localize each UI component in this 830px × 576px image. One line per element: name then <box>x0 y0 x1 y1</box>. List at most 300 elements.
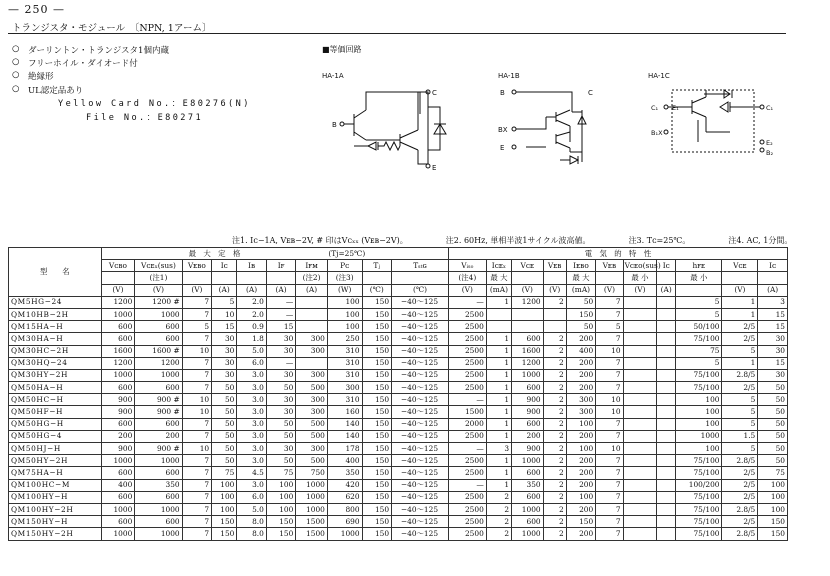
value-cell <box>486 308 511 320</box>
model-cell: QM15HA−H <box>9 321 102 333</box>
value-cell: 7 <box>596 333 623 345</box>
title-rule <box>8 33 786 34</box>
value-cell: 1 <box>722 296 758 308</box>
param-header: Vᴄᴇᴏ(sus) <box>623 260 657 272</box>
value-cell: 150 <box>362 491 391 503</box>
value-cell: 7 <box>596 296 623 308</box>
value-cell <box>296 357 328 369</box>
value-cell: 10 <box>596 443 623 455</box>
value-cell: −40〜125 <box>392 455 449 467</box>
value-cell <box>657 516 676 528</box>
value-cell: 2 <box>543 333 566 345</box>
blank-header <box>237 272 266 284</box>
value-cell: 150 <box>362 430 391 442</box>
value-cell: 50 <box>758 430 788 442</box>
value-cell: 8.0 <box>237 516 266 528</box>
value-cell: 100 <box>676 443 722 455</box>
diagram-label-ha1b: HA-1B <box>498 72 520 80</box>
value-cell: 10 <box>596 394 623 406</box>
value-cell: −40〜125 <box>392 382 449 394</box>
value-cell: 200 <box>566 430 595 442</box>
value-cell: 10 <box>596 406 623 418</box>
value-cell: 1600 # <box>135 345 182 357</box>
param-header: hꜰᴇ <box>676 260 722 272</box>
value-cell: 1 <box>722 308 758 320</box>
value-cell <box>657 528 676 540</box>
unit-header: (V) <box>623 284 657 296</box>
value-cell: 2000 <box>448 418 486 430</box>
value-cell: 200 <box>512 430 544 442</box>
unit-header <box>676 284 722 296</box>
unit-header: (V) <box>722 284 758 296</box>
value-cell <box>657 369 676 381</box>
value-cell: 150 <box>362 296 391 308</box>
value-cell: 3.0 <box>237 406 266 418</box>
value-cell: 2.8/5 <box>722 503 758 515</box>
value-cell: 75 <box>212 467 237 479</box>
yellow-card-number: Yellow Card No.：E80276(N) <box>58 99 251 109</box>
value-cell: 1 <box>486 455 511 467</box>
value-cell: 1200 <box>101 357 135 369</box>
value-cell <box>623 479 657 491</box>
value-cell: 2 <box>486 491 511 503</box>
value-cell <box>657 345 676 357</box>
feature-bullet: ○ <box>12 57 20 67</box>
value-cell: 5 <box>722 443 758 455</box>
value-cell: 2.0 <box>237 308 266 320</box>
value-cell: 600 <box>135 491 182 503</box>
table-row <box>9 369 788 381</box>
table-row <box>9 430 788 442</box>
table-row <box>9 345 788 357</box>
value-cell: 5.0 <box>237 345 266 357</box>
value-cell: 1000 <box>135 369 182 381</box>
value-cell: 30 <box>758 333 788 345</box>
value-cell: 7 <box>182 455 211 467</box>
terminal-c1-left: C₁ <box>651 104 659 112</box>
value-cell: 900 <box>512 406 544 418</box>
model-cell: QM50HG−4 <box>9 430 102 442</box>
value-cell: 150 <box>362 528 391 540</box>
value-cell: 6.0 <box>237 491 266 503</box>
value-cell: −40〜125 <box>392 516 449 528</box>
model-cell: QM100HC−M <box>9 479 102 491</box>
value-cell: 150 <box>362 308 391 320</box>
value-cell: 50/100 <box>676 321 722 333</box>
value-cell: 7 <box>182 430 211 442</box>
value-cell: 100 <box>676 406 722 418</box>
value-cell: 2 <box>543 418 566 430</box>
value-cell: 1200 <box>101 296 135 308</box>
note-header-row <box>9 272 788 284</box>
value-cell: 10 <box>182 345 211 357</box>
value-cell: 1000 <box>296 491 328 503</box>
value-cell: 2500 <box>448 491 486 503</box>
value-cell: −40〜125 <box>392 491 449 503</box>
table-row <box>9 479 788 491</box>
value-cell: 150 <box>362 345 391 357</box>
value-cell: 600 <box>512 491 544 503</box>
unit-header: (V) <box>182 284 211 296</box>
value-cell <box>623 296 657 308</box>
value-cell: −40〜125 <box>392 418 449 430</box>
value-cell: 200 <box>566 467 595 479</box>
value-cell: 15 <box>212 321 237 333</box>
value-cell: 10 <box>182 394 211 406</box>
value-cell <box>296 308 328 320</box>
value-cell: 8.0 <box>237 528 266 540</box>
table-row <box>9 491 788 503</box>
value-cell <box>623 528 657 540</box>
unit-header: (mA) <box>566 284 595 296</box>
value-cell: 50 <box>212 394 237 406</box>
value-cell: 900 <box>512 443 544 455</box>
model-cell: QM30HC−2H <box>9 345 102 357</box>
value-cell: 1500 <box>296 516 328 528</box>
value-cell: 400 <box>101 479 135 491</box>
value-cell: 350 <box>135 479 182 491</box>
value-cell: 400 <box>566 345 595 357</box>
value-cell: 600 <box>135 382 182 394</box>
unit-header: (A) <box>296 284 328 296</box>
param-header: Vᴄᴇₓ(sus) <box>135 260 182 272</box>
value-cell: −40〜125 <box>392 479 449 491</box>
unit-header: (A) <box>657 284 676 296</box>
value-cell: 2.0 <box>237 296 266 308</box>
value-cell: 200 <box>566 479 595 491</box>
value-cell: 1200 <box>512 296 544 308</box>
value-cell: 1000 <box>101 455 135 467</box>
value-cell: 1000 <box>101 308 135 320</box>
value-cell: 7 <box>182 296 211 308</box>
value-cell: 7 <box>182 308 211 320</box>
value-cell <box>657 491 676 503</box>
value-cell: 310 <box>327 394 362 406</box>
table-row <box>9 443 788 455</box>
value-cell: — <box>266 357 295 369</box>
value-cell: 100 <box>327 308 362 320</box>
value-cell: 3.0 <box>237 479 266 491</box>
value-cell: 7 <box>596 357 623 369</box>
note-3: 注3. Tᴄ=25℃。 <box>628 236 691 245</box>
terminal-b: B <box>500 89 505 97</box>
value-cell: 7 <box>182 357 211 369</box>
value-cell <box>657 479 676 491</box>
value-cell: 2500 <box>448 345 486 357</box>
value-cell: 150 <box>362 479 391 491</box>
value-cell: 600 <box>135 418 182 430</box>
value-cell: 200 <box>566 369 595 381</box>
value-cell: 15 <box>758 308 788 320</box>
param-header: Iᴄᴇₓ <box>486 260 511 272</box>
file-number: File No.：E80271 <box>86 113 204 123</box>
value-cell: −40〜125 <box>392 308 449 320</box>
blank-header <box>758 272 788 284</box>
value-cell: 100 <box>758 491 788 503</box>
minmax-header: 最 大 <box>566 272 595 284</box>
param-header: Iᴄ <box>212 260 237 272</box>
param-header: Iᴄ <box>758 260 788 272</box>
unit-header: (V) <box>512 284 544 296</box>
value-cell: 5 <box>722 406 758 418</box>
value-cell: 600 <box>512 382 544 394</box>
value-cell: 7 <box>596 430 623 442</box>
group-tj: (Tj=25℃) <box>327 248 448 260</box>
value-cell: 6.0 <box>237 357 266 369</box>
model-cell: QM5HG−24 <box>9 296 102 308</box>
value-cell: 30 <box>212 357 237 369</box>
value-cell: 750 <box>296 467 328 479</box>
value-cell: 50 <box>266 418 295 430</box>
value-cell: 2500 <box>448 321 486 333</box>
value-cell: 140 <box>327 418 362 430</box>
value-cell: 50 <box>212 406 237 418</box>
value-cell: 50 <box>758 418 788 430</box>
value-cell: 600 <box>101 491 135 503</box>
value-cell: 7 <box>596 418 623 430</box>
value-cell: 10 <box>212 308 237 320</box>
value-cell: 75/100 <box>676 516 722 528</box>
value-cell: 50 <box>212 455 237 467</box>
terminal-e1: E₁ <box>672 104 679 112</box>
value-cell <box>657 455 676 467</box>
value-cell: 1000 <box>135 455 182 467</box>
value-cell: 2 <box>543 406 566 418</box>
value-cell: 300 <box>296 443 328 455</box>
value-cell: 2/5 <box>722 321 758 333</box>
diagram-ha-1b <box>498 89 593 164</box>
value-cell <box>657 406 676 418</box>
value-cell: 5.0 <box>237 503 266 515</box>
value-cell: 2500 <box>448 333 486 345</box>
value-cell: 50 <box>758 455 788 467</box>
value-cell <box>623 516 657 528</box>
value-cell: 2500 <box>448 369 486 381</box>
value-cell: 3.0 <box>237 455 266 467</box>
value-cell: 7 <box>182 382 211 394</box>
value-cell <box>623 394 657 406</box>
value-cell <box>623 430 657 442</box>
spec-table <box>8 247 788 541</box>
param-header: Iᴄ <box>657 260 676 272</box>
value-cell: 1000 <box>512 455 544 467</box>
value-cell: 2500 <box>448 357 486 369</box>
value-cell: 1.8 <box>237 333 266 345</box>
table-header <box>9 248 788 297</box>
unit-header: (V) <box>101 284 135 296</box>
value-cell <box>657 503 676 515</box>
value-cell: 350 <box>327 467 362 479</box>
value-cell: 7 <box>596 516 623 528</box>
value-cell: 100 <box>266 479 295 491</box>
value-cell: 50 <box>212 382 237 394</box>
model-cell: QM50HJ−H <box>9 443 102 455</box>
value-cell: 1200 <box>512 357 544 369</box>
value-cell: 2.8/5 <box>722 528 758 540</box>
value-cell: 7 <box>596 308 623 320</box>
unit-header: (V) <box>448 284 486 296</box>
value-cell: 350 <box>512 479 544 491</box>
value-cell: 1000 <box>676 430 722 442</box>
value-cell: 150 <box>266 528 295 540</box>
minmax-header: 最 大 <box>486 272 511 284</box>
value-cell: 900 <box>101 443 135 455</box>
value-cell: −40〜125 <box>392 430 449 442</box>
value-cell: 2500 <box>448 455 486 467</box>
value-cell: 2500 <box>448 430 486 442</box>
value-cell: — <box>266 308 295 320</box>
value-cell: 7 <box>182 418 211 430</box>
value-cell <box>623 418 657 430</box>
param-header: Iᴇʙᴏ <box>566 260 595 272</box>
value-cell <box>623 333 657 345</box>
value-cell: 150 <box>362 357 391 369</box>
feature-text: 絶縁形 <box>28 72 54 82</box>
model-cell: QM100HY−2H <box>9 503 102 515</box>
blank-header <box>266 272 295 284</box>
table-row <box>9 503 788 515</box>
feature-text: フリーホイル・ダイオード付 <box>28 59 138 69</box>
value-cell: 50 <box>212 418 237 430</box>
value-cell: 600 <box>101 321 135 333</box>
value-cell: 2/5 <box>722 382 758 394</box>
equiv-circuit-title: ■等価回路 <box>322 45 362 54</box>
value-cell: 200 <box>566 455 595 467</box>
value-cell: 500 <box>296 430 328 442</box>
terminal-c1-right: C₁ <box>766 104 774 112</box>
value-cell: 150 <box>362 369 391 381</box>
value-cell: 2 <box>543 516 566 528</box>
model-cell: QM30HA−H <box>9 333 102 345</box>
diagram-label-ha1a: HA-1A <box>322 72 344 80</box>
terminal-c: C <box>432 89 437 97</box>
value-cell <box>296 321 328 333</box>
param-header: Iꜰᴍ <box>296 260 328 272</box>
value-cell: 7 <box>596 503 623 515</box>
value-cell: 500 <box>296 418 328 430</box>
value-cell: 1 <box>486 394 511 406</box>
value-cell: 75 <box>266 467 295 479</box>
value-cell: 900 # <box>135 394 182 406</box>
terminal-e2: E₂ <box>766 139 773 147</box>
value-cell: 7 <box>596 491 623 503</box>
model-cell: QM150HY−H <box>9 516 102 528</box>
unit-header: (A) <box>266 284 295 296</box>
value-cell: 100 <box>212 503 237 515</box>
value-cell: 2500 <box>448 467 486 479</box>
value-cell: 1500 <box>448 406 486 418</box>
value-cell <box>623 345 657 357</box>
blank-header <box>182 272 211 284</box>
value-cell: 2.8/5 <box>722 369 758 381</box>
value-cell: 150 <box>566 308 595 320</box>
value-cell: 300 <box>566 406 595 418</box>
model-cell: QM50HA−H <box>9 382 102 394</box>
value-cell: 2500 <box>448 382 486 394</box>
value-cell: −40〜125 <box>392 357 449 369</box>
value-cell <box>657 418 676 430</box>
value-cell: 160 <box>327 406 362 418</box>
value-cell: 75/100 <box>676 455 722 467</box>
value-cell: 50 <box>212 430 237 442</box>
value-cell: 30 <box>266 333 295 345</box>
value-cell: 50 <box>266 382 295 394</box>
value-cell: 1000 <box>296 503 328 515</box>
value-cell: 3.0 <box>237 430 266 442</box>
value-cell: 1000 <box>512 528 544 540</box>
group-electrical: 電 気 的 特 性 <box>448 248 787 260</box>
value-cell <box>657 321 676 333</box>
value-cell: 50 <box>758 406 788 418</box>
value-cell <box>623 321 657 333</box>
value-cell: 1 <box>486 296 511 308</box>
value-cell: 600 <box>512 418 544 430</box>
value-cell <box>486 321 511 333</box>
unit-header: (℃) <box>392 284 449 296</box>
blank-header <box>512 272 544 284</box>
feature-freewheel <box>12 57 138 69</box>
value-cell: 200 <box>566 528 595 540</box>
value-cell <box>657 357 676 369</box>
value-cell: 7 <box>596 528 623 540</box>
blank-header <box>543 272 566 284</box>
value-cell: — <box>448 479 486 491</box>
note-header: (注1) <box>135 272 182 284</box>
value-cell: 1 <box>486 369 511 381</box>
value-cell: 150 <box>362 321 391 333</box>
value-cell: 1200 # <box>135 296 182 308</box>
value-cell <box>512 321 544 333</box>
value-cell: 150 <box>758 528 788 540</box>
value-cell: 7 <box>182 479 211 491</box>
value-cell: 1000 <box>101 369 135 381</box>
value-cell: 7 <box>596 369 623 381</box>
param-header: Vᴄʙᴏ <box>101 260 135 272</box>
value-cell: 2500 <box>448 308 486 320</box>
value-cell: 7 <box>596 467 623 479</box>
value-cell: −40〜125 <box>392 467 449 479</box>
value-cell: 100 <box>266 491 295 503</box>
model-cell: QM30HQ−24 <box>9 357 102 369</box>
unit-header: (A) <box>212 284 237 296</box>
value-cell: 30 <box>212 333 237 345</box>
blank-header <box>362 272 391 284</box>
value-cell: 600 <box>512 333 544 345</box>
value-cell <box>657 308 676 320</box>
value-cell: 1500 <box>296 528 328 540</box>
col-model: 型 名 <box>9 248 102 297</box>
value-cell: 50 <box>566 321 595 333</box>
value-cell: 1 <box>486 418 511 430</box>
value-cell: 690 <box>327 516 362 528</box>
value-cell: 2500 <box>448 503 486 515</box>
value-cell: 1000 <box>296 479 328 491</box>
table-row <box>9 516 788 528</box>
value-cell: 7 <box>182 503 211 515</box>
value-cell: 150 <box>212 516 237 528</box>
value-cell: 200 <box>566 333 595 345</box>
param-header: Tₛₜɢ <box>392 260 449 272</box>
value-cell: 15 <box>266 321 295 333</box>
value-cell: 30 <box>266 443 295 455</box>
value-cell: 100 <box>566 418 595 430</box>
value-cell: 2 <box>543 296 566 308</box>
value-cell: 300 <box>296 394 328 406</box>
unit-header: (V) <box>135 284 182 296</box>
value-cell: 2/5 <box>722 516 758 528</box>
value-cell: 100 <box>327 321 362 333</box>
value-cell: 150 <box>362 418 391 430</box>
